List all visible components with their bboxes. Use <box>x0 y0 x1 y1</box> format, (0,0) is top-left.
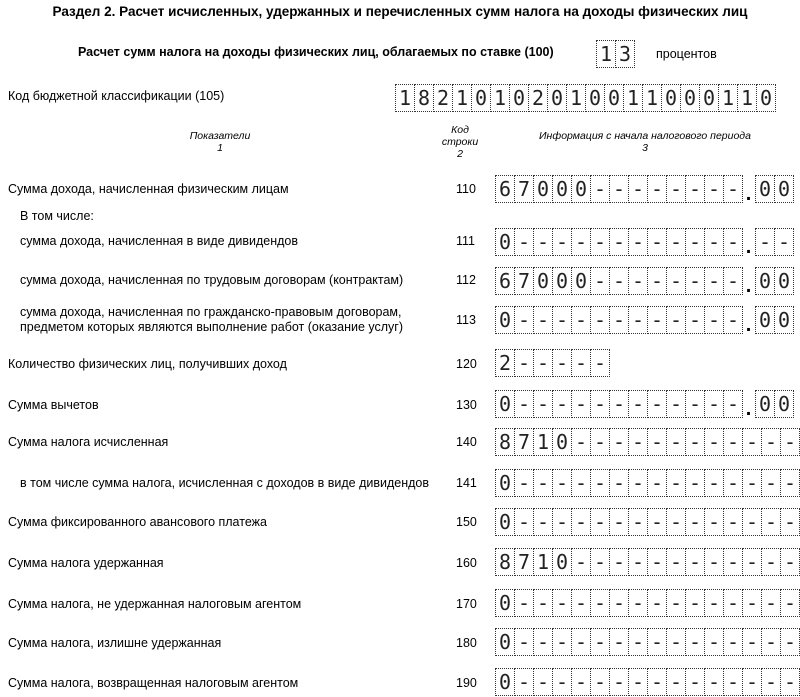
digit-cell[interactable]: - <box>514 390 534 418</box>
digit-cell[interactable]: - <box>514 469 534 497</box>
digit-cell[interactable]: - <box>514 306 534 334</box>
rate-cell[interactable]: 3 <box>615 40 635 68</box>
row-code: 112 <box>456 273 476 287</box>
header-col1-title: Показатели <box>189 130 251 142</box>
digit-cell[interactable]: - <box>590 668 610 696</box>
digit-cell[interactable]: - <box>533 228 553 256</box>
row-value-cells <box>495 390 793 418</box>
digit-cell[interactable]: - <box>571 428 591 456</box>
digit-cell[interactable]: - <box>723 228 743 256</box>
digit-cell[interactable]: - <box>742 548 762 576</box>
row-label: Сумма налога удержанная <box>8 556 164 570</box>
row-label: Сумма фиксированного авансового платежа <box>8 515 267 529</box>
digit-cell[interactable]: 8 <box>414 84 434 112</box>
digit-cell[interactable]: 7 <box>514 548 534 576</box>
digit-cell[interactable]: 0 <box>774 390 794 418</box>
digit-cell[interactable]: - <box>552 349 572 377</box>
digit-cell[interactable]: - <box>780 548 800 576</box>
rate-unit: процентов <box>656 47 717 61</box>
digit-cell[interactable]: - <box>628 668 648 696</box>
row-code: 170 <box>456 597 477 611</box>
digit-cell[interactable]: - <box>571 349 591 377</box>
digit-cell[interactable]: - <box>685 428 705 456</box>
row-value-cells <box>495 349 609 377</box>
digit-cell[interactable]: - <box>780 508 800 536</box>
digit-cell[interactable]: - <box>590 548 610 576</box>
row-label-line1: сумма дохода, начисленная по гражданско-правовым договорам, <box>20 305 402 319</box>
digit-cell[interactable]: - <box>533 668 553 696</box>
row-value-cells <box>495 175 793 203</box>
digit-cell[interactable]: - <box>723 548 743 576</box>
row-code: 111 <box>456 234 476 248</box>
rate-cell[interactable]: 1 <box>596 40 616 68</box>
digit-cell[interactable]: - <box>590 390 610 418</box>
digit-cell[interactable]: - <box>723 175 743 203</box>
digit-cell[interactable]: - <box>609 589 629 617</box>
row-label: Сумма вычетов <box>8 398 99 412</box>
kbk-label: Код бюджетной классификации (105) <box>8 89 225 103</box>
digit-cell[interactable]: 2 <box>495 349 515 377</box>
digit-cell[interactable]: - <box>590 349 610 377</box>
digit-cell[interactable]: - <box>514 228 534 256</box>
digit-cell[interactable]: - <box>761 589 781 617</box>
digit-cell[interactable]: - <box>628 228 648 256</box>
digit-cell[interactable]: - <box>704 306 724 334</box>
digit-cell[interactable]: - <box>590 267 610 295</box>
digit-cell[interactable]: - <box>628 508 648 536</box>
row-label-line2: предметом которых являются выполнение работ (оказание услуг) <box>20 320 404 334</box>
digit-cell[interactable]: 0 <box>533 175 553 203</box>
digit-cell[interactable]: - <box>647 469 667 497</box>
digit-cell[interactable]: 0 <box>495 390 515 418</box>
digit-cell[interactable]: 0 <box>552 267 572 295</box>
digit-cell[interactable]: - <box>704 668 724 696</box>
digit-cell[interactable]: 0 <box>495 628 515 656</box>
digit-cell[interactable]: - <box>666 628 686 656</box>
header-col1-number: 1 <box>217 142 223 154</box>
row-label: Сумма налога, излишне удержанная <box>8 636 222 650</box>
digit-cell[interactable]: 0 <box>495 508 515 536</box>
header-col2-line1: Код <box>451 124 469 136</box>
digit-cell[interactable]: - <box>761 628 781 656</box>
digit-cell[interactable]: 1 <box>737 84 757 112</box>
row-code: 113 <box>456 313 476 327</box>
digit-cell[interactable]: 1 <box>490 84 510 112</box>
digit-cell[interactable]: - <box>628 628 648 656</box>
kbk-cells <box>395 84 775 112</box>
digit-cell[interactable]: 0 <box>774 175 794 203</box>
digit-cell[interactable]: - <box>628 267 648 295</box>
header-col2 <box>430 124 490 160</box>
digit-cell[interactable]: - <box>590 508 610 536</box>
digit-cell[interactable]: - <box>571 469 591 497</box>
digit-cell[interactable]: - <box>590 306 610 334</box>
digit-cell[interactable]: - <box>647 428 667 456</box>
digit-cell[interactable]: - <box>761 428 781 456</box>
digit-cell[interactable]: 1 <box>623 84 643 112</box>
digit-cell[interactable]: - <box>533 508 553 536</box>
digit-cell[interactable]: 0 <box>755 267 775 295</box>
digit-cell[interactable]: 2 <box>433 84 453 112</box>
digit-cell[interactable]: - <box>628 589 648 617</box>
digit-cell[interactable]: - <box>647 228 667 256</box>
decimal-point: . <box>745 398 752 420</box>
digit-cell[interactable]: 2 <box>528 84 548 112</box>
digit-cell[interactable]: - <box>533 349 553 377</box>
digit-cell[interactable]: - <box>723 589 743 617</box>
digit-cell[interactable]: 6 <box>495 175 515 203</box>
row-code: 150 <box>456 515 477 529</box>
header-col3-number: 3 <box>642 142 648 154</box>
digit-cell[interactable]: 7 <box>514 267 534 295</box>
digit-cell[interactable]: 1 <box>395 84 415 112</box>
digit-cell[interactable]: 0 <box>755 306 775 334</box>
row-label: Количество физических лиц, получивших доход <box>8 357 287 371</box>
decimal-point: . <box>745 183 752 205</box>
digit-cell[interactable]: - <box>666 175 686 203</box>
digit-cell[interactable]: 1 <box>642 84 662 112</box>
digit-cell[interactable]: - <box>704 469 724 497</box>
digit-cell[interactable]: 0 <box>756 84 776 112</box>
digit-cell[interactable]: - <box>571 628 591 656</box>
digit-cell[interactable]: - <box>723 469 743 497</box>
digit-cell[interactable]: - <box>590 428 610 456</box>
digit-cell[interactable]: - <box>647 390 667 418</box>
digit-cell[interactable]: - <box>609 469 629 497</box>
digit-cell[interactable]: - <box>533 390 553 418</box>
digit-cell[interactable]: - <box>685 668 705 696</box>
row-label: сумма дохода, начисленная в виде дивидендов <box>20 234 299 248</box>
digit-cell[interactable]: - <box>647 548 667 576</box>
digit-cell[interactable]: 7 <box>514 175 534 203</box>
row-code: 141 <box>456 476 477 490</box>
digit-cell[interactable]: - <box>780 589 800 617</box>
digit-cell[interactable]: - <box>685 628 705 656</box>
digit-cell[interactable]: - <box>628 428 648 456</box>
digit-cell[interactable]: - <box>590 228 610 256</box>
row-value-cells <box>495 306 793 334</box>
decimal-point: . <box>745 314 752 336</box>
digit-cell[interactable]: - <box>666 589 686 617</box>
digit-cell[interactable]: - <box>647 668 667 696</box>
header-col1 <box>120 130 320 154</box>
row-label: сумма дохода, начисленная по трудовым договорам (контрактам) <box>20 273 404 287</box>
digit-cell[interactable]: - <box>609 306 629 334</box>
digit-cell[interactable]: - <box>742 628 762 656</box>
digit-cell[interactable]: - <box>666 306 686 334</box>
digit-cell[interactable]: 0 <box>509 84 529 112</box>
digit-cell[interactable]: - <box>590 628 610 656</box>
digit-cell[interactable]: 0 <box>755 175 775 203</box>
digit-cell[interactable]: - <box>552 306 572 334</box>
digit-cell[interactable]: - <box>533 469 553 497</box>
digit-cell[interactable]: - <box>552 228 572 256</box>
digit-cell[interactable]: - <box>609 267 629 295</box>
row-code: 180 <box>456 636 477 650</box>
digit-cell[interactable]: - <box>609 175 629 203</box>
rate-label: Расчет сумм налога на доходы физических лиц, облагаемых по ставке (100) <box>78 45 554 59</box>
digit-cell[interactable]: - <box>552 390 572 418</box>
decimal-point: . <box>745 236 752 258</box>
digit-cell[interactable]: - <box>647 628 667 656</box>
digit-cell[interactable]: 0 <box>552 548 572 576</box>
digit-cell[interactable]: - <box>514 668 534 696</box>
digit-cell[interactable]: - <box>609 390 629 418</box>
row-value-cells <box>495 469 799 497</box>
digit-cell[interactable]: - <box>552 469 572 497</box>
digit-cell[interactable]: - <box>666 668 686 696</box>
digit-cell[interactable]: - <box>761 508 781 536</box>
digit-cell[interactable]: 0 <box>699 84 719 112</box>
row-code: 110 <box>456 182 476 196</box>
digit-cell[interactable]: 7 <box>514 428 534 456</box>
digit-cell[interactable]: - <box>704 508 724 536</box>
header-col3 <box>510 130 780 154</box>
digit-cell[interactable]: - <box>571 390 591 418</box>
digit-cell[interactable]: - <box>647 306 667 334</box>
digit-cell[interactable]: - <box>723 668 743 696</box>
digit-cell[interactable]: 0 <box>661 84 681 112</box>
digit-cell[interactable]: - <box>723 306 743 334</box>
section-title: Раздел 2. Расчет исчисленных, удержанных и перечисленных сумм налога на доходы физических лиц <box>52 4 748 19</box>
digit-cell[interactable]: - <box>723 390 743 418</box>
digit-cell[interactable]: - <box>514 349 534 377</box>
row-value-cells <box>495 267 793 295</box>
digit-cell[interactable]: - <box>590 589 610 617</box>
digit-cell[interactable]: - <box>685 589 705 617</box>
digit-cell[interactable]: 6 <box>495 267 515 295</box>
digit-cell[interactable]: - <box>742 508 762 536</box>
digit-cell[interactable]: 0 <box>495 589 515 617</box>
digit-cell[interactable]: - <box>704 428 724 456</box>
digit-cell[interactable]: - <box>628 175 648 203</box>
digit-cell[interactable]: 0 <box>571 267 591 295</box>
digit-cell[interactable]: - <box>742 668 762 696</box>
digit-cell[interactable]: 8 <box>495 428 515 456</box>
digit-cell[interactable]: - <box>723 628 743 656</box>
digit-cell[interactable]: - <box>780 668 800 696</box>
digit-cell[interactable]: 0 <box>495 668 515 696</box>
header-col2-line2: строки <box>441 136 479 148</box>
digit-cell[interactable]: - <box>780 628 800 656</box>
digit-cell[interactable]: 0 <box>680 84 700 112</box>
digit-cell[interactable]: 0 <box>774 267 794 295</box>
digit-cell[interactable]: - <box>666 428 686 456</box>
digit-cell[interactable]: - <box>742 428 762 456</box>
row-label <box>20 305 403 335</box>
digit-cell[interactable]: 0 <box>552 428 572 456</box>
digit-cell[interactable]: - <box>666 267 686 295</box>
decimal-point: . <box>745 275 752 297</box>
digit-cell[interactable]: - <box>571 508 591 536</box>
digit-cell[interactable]: - <box>685 175 705 203</box>
digit-cell[interactable]: - <box>704 390 724 418</box>
digit-cell[interactable]: - <box>609 228 629 256</box>
row-value-cells <box>495 589 799 617</box>
digit-cell[interactable]: - <box>552 668 572 696</box>
digit-cell[interactable]: - <box>628 469 648 497</box>
digit-cell[interactable]: - <box>666 228 686 256</box>
digit-cell[interactable]: - <box>628 548 648 576</box>
digit-cell[interactable]: - <box>514 628 534 656</box>
row-label: Сумма налога, не удержанная налоговым агентом <box>8 597 302 611</box>
digit-cell[interactable]: - <box>609 428 629 456</box>
row-code: 190 <box>456 676 477 690</box>
digit-cell[interactable]: - <box>533 306 553 334</box>
row-value-cells <box>495 628 799 656</box>
digit-cell[interactable]: - <box>685 228 705 256</box>
digit-cell[interactable]: - <box>685 548 705 576</box>
digit-cell[interactable]: 0 <box>495 306 515 334</box>
digit-cell[interactable]: - <box>571 228 591 256</box>
digit-cell[interactable]: - <box>609 668 629 696</box>
digit-cell[interactable]: - <box>742 469 762 497</box>
digit-cell[interactable]: 0 <box>585 84 605 112</box>
row-value-cells <box>495 668 799 696</box>
row-value-cells <box>495 228 793 256</box>
digit-cell[interactable]: - <box>628 390 648 418</box>
digit-cell[interactable]: - <box>571 668 591 696</box>
digit-cell[interactable]: - <box>647 175 667 203</box>
digit-cell[interactable]: - <box>723 428 743 456</box>
digit-cell[interactable]: - <box>761 668 781 696</box>
digit-cell[interactable]: - <box>514 589 534 617</box>
digit-cell[interactable]: 0 <box>533 267 553 295</box>
digit-cell[interactable]: - <box>571 306 591 334</box>
digit-cell[interactable]: - <box>571 548 591 576</box>
digit-cell[interactable]: - <box>590 175 610 203</box>
digit-cell[interactable]: - <box>666 390 686 418</box>
digit-cell[interactable]: - <box>742 589 762 617</box>
digit-cell[interactable]: - <box>571 589 591 617</box>
digit-cell[interactable]: - <box>704 589 724 617</box>
digit-cell[interactable]: - <box>609 548 629 576</box>
digit-cell[interactable]: - <box>647 589 667 617</box>
digit-cell[interactable]: - <box>685 469 705 497</box>
digit-cell[interactable]: 1 <box>452 84 472 112</box>
digit-cell[interactable]: - <box>774 228 794 256</box>
digit-cell[interactable]: - <box>533 628 553 656</box>
digit-cell[interactable]: - <box>552 589 572 617</box>
digit-cell[interactable]: - <box>666 508 686 536</box>
digit-cell[interactable]: 0 <box>547 84 567 112</box>
row-label: Сумма налога, возвращенная налоговым агентом <box>8 676 299 690</box>
digit-cell[interactable]: 0 <box>495 228 515 256</box>
rate-cells <box>596 40 634 68</box>
digit-cell[interactable]: 0 <box>471 84 491 112</box>
digit-cell[interactable]: 0 <box>552 175 572 203</box>
digit-cell[interactable]: - <box>704 267 724 295</box>
digit-cell[interactable]: 0 <box>495 469 515 497</box>
digit-cell[interactable]: - <box>780 469 800 497</box>
digit-cell[interactable]: - <box>704 548 724 576</box>
digit-cell[interactable]: - <box>609 628 629 656</box>
row-label: Сумма дохода, начисленная физическим лицам <box>8 182 289 196</box>
digit-cell[interactable]: - <box>723 267 743 295</box>
digit-cell[interactable]: - <box>647 267 667 295</box>
digit-cell[interactable]: - <box>685 508 705 536</box>
digit-cell[interactable]: - <box>609 508 629 536</box>
row-value-cells <box>495 508 799 536</box>
digit-cell[interactable]: - <box>514 508 534 536</box>
header-col3-title: Информация с начала налогового периода <box>539 130 751 142</box>
digit-cell[interactable]: 0 <box>755 390 775 418</box>
row-code: 160 <box>456 556 477 570</box>
row-code: 140 <box>456 435 477 449</box>
in-that-number-label: В том числе: <box>20 209 94 223</box>
digit-cell[interactable]: - <box>761 548 781 576</box>
row-code: 120 <box>456 357 477 371</box>
digit-cell[interactable]: - <box>628 306 648 334</box>
digit-cell[interactable]: - <box>552 508 572 536</box>
header-col2-number: 2 <box>457 148 463 160</box>
digit-cell[interactable]: - <box>647 508 667 536</box>
digit-cell[interactable]: - <box>704 175 724 203</box>
row-label: в том числе сумма налога, исчисленная с доходов в виде дивидендов <box>20 476 430 490</box>
digit-cell[interactable]: - <box>755 228 775 256</box>
digit-cell[interactable]: 0 <box>604 84 624 112</box>
digit-cell[interactable]: - <box>685 306 705 334</box>
digit-cell[interactable]: - <box>685 267 705 295</box>
digit-cell[interactable]: - <box>761 469 781 497</box>
row-label: Сумма налога исчисленная <box>8 435 169 449</box>
digit-cell[interactable]: 1 <box>566 84 586 112</box>
digit-cell[interactable]: - <box>666 548 686 576</box>
digit-cell[interactable]: - <box>704 228 724 256</box>
row-value-cells <box>495 548 799 576</box>
digit-cell[interactable]: - <box>780 428 800 456</box>
digit-cell[interactable]: - <box>704 628 724 656</box>
digit-cell[interactable]: 1 <box>533 548 553 576</box>
digit-cell[interactable]: - <box>685 390 705 418</box>
row-value-cells <box>495 428 799 456</box>
digit-cell[interactable]: - <box>552 628 572 656</box>
digit-cell[interactable]: - <box>533 589 553 617</box>
digit-cell[interactable]: - <box>666 469 686 497</box>
digit-cell[interactable]: 0 <box>571 175 591 203</box>
row-code: 130 <box>456 398 477 412</box>
digit-cell[interactable]: 1 <box>533 428 553 456</box>
digit-cell[interactable]: - <box>590 469 610 497</box>
digit-cell[interactable]: 1 <box>718 84 738 112</box>
digit-cell[interactable]: - <box>723 508 743 536</box>
digit-cell[interactable]: 8 <box>495 548 515 576</box>
digit-cell[interactable]: 0 <box>774 306 794 334</box>
